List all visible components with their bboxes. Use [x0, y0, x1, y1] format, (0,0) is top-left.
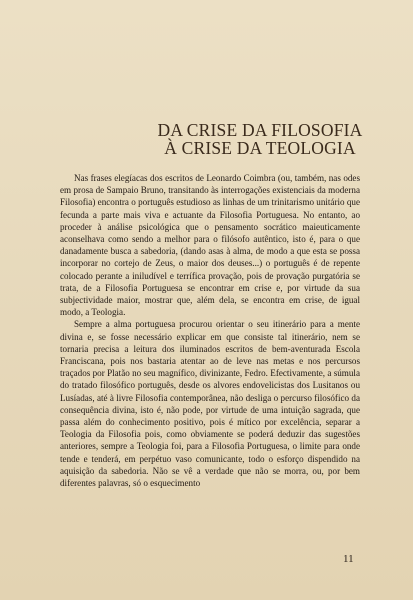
chapter-title-line-2: À CRISE DA TEOLOGIA: [164, 138, 356, 158]
chapter-title-line-1: DA CRISE DA FILOSOFIA: [157, 120, 363, 140]
body-text: [60, 172, 360, 489]
paragraph: Nas frases elegíacas dos escritos de Leonardo Coimbra (ou, também, nas odes em prosa de Sampaio Bruno, transitando às interrogações existenciais da moderna Filosofia) encontra o português estudioso as linhas de um trinitarismo unitário que fecunda a parte mais viva e actuante da Filosofia Portuguesa. No entanto, ao proceder à análise psicológica que o pensamento socrático maieuticamente aconselhava como sendo a melhor para o filósofo autêntico, isto é, para o que danadamente busca a sabedoria, (dando asas à alma, de modo a que esta se possa incorporar no cortejo de Zeus, o maior dos deuses...) o português é de repente colocado perante a iniludível e terrífica provação, pois de provação purgatória se trata, de a Filosofia Portuguesa se encontrar em crise e, por virtude da sua subjectividade maior, mostrar que, além dela, se encontra em crise, de igual modo, a Teologia.: [60, 173, 360, 318]
paragraph: Sempre a alma portuguesa procurou orientar o seu itinerário para a mente divina e, se fosse necessário explicar em que consiste tal itinerário, nem se tornaria precisa a leitura dos iluminados escritos de bem-aventurada Escola Franciscana, pois nos bastaria atentar ao de leve nas metas e nos percursos traçados por Platão no seu magnífico, divinizante, Fedro. Efectivamente, a súmula do tratado filosófico português, desde os alvores endovelicistas dos Lusitanos ou Lusíadas, até à livre Filosofia contemporânea, não desliga o percurso filosófico da consequência divina, isto é, não pode, por virtude de uma intuição sagrada, que passa além do conhecimento positivo, pois é mítico por excelência, separar a Teologia da Filosofia pois, como obviamente se poderá deduzir das sugestões anteriores, sempre a Teologia foi, para a Filosofia Portuguesa, o limite para onde tende e tenderá, em perpétuo vaso comunicante, todo o esforço dispendido na aquisição da sabedoria. Não se vê a verdade que não se morra, ou, por bem diferentes palavras, só o esquecimento: [60, 319, 360, 489]
page-number: 11: [343, 553, 354, 565]
chapter-title: [150, 121, 370, 157]
